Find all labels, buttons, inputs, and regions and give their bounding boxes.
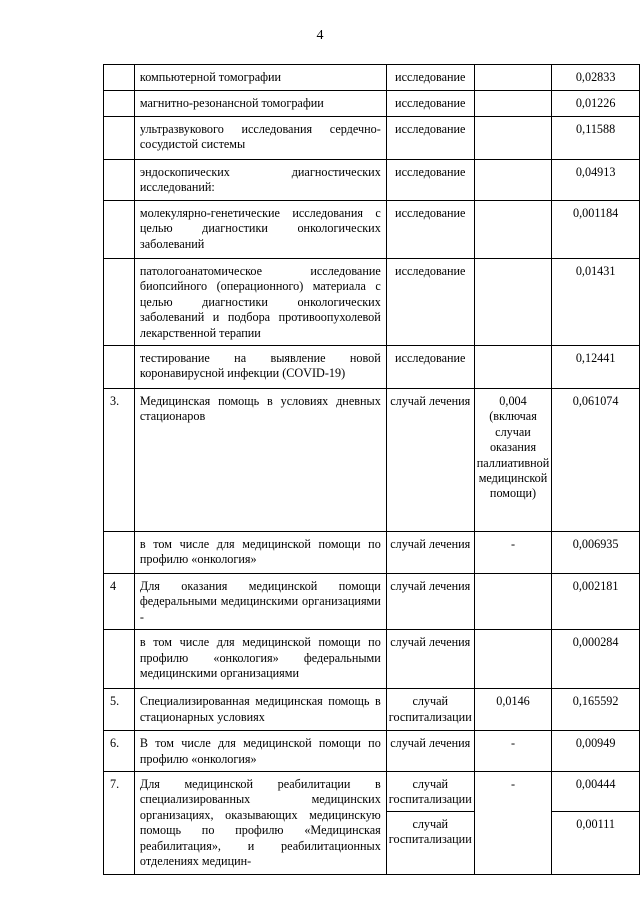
row-unit: исследование bbox=[386, 346, 474, 389]
row-description: Медицинская помощь в условиях дневных стационаров bbox=[134, 389, 386, 532]
row-number bbox=[104, 65, 135, 91]
row-number bbox=[104, 117, 135, 160]
row-value: 0,061074 bbox=[552, 389, 640, 532]
row-norm: 0,0146 bbox=[474, 689, 552, 731]
row-norm bbox=[474, 201, 552, 259]
row-norm bbox=[474, 160, 552, 201]
row-value: 0,00444 bbox=[575, 777, 616, 792]
row-number bbox=[104, 346, 135, 389]
row-number: 3. bbox=[104, 389, 135, 532]
row-unit: случай госпитализации bbox=[386, 689, 474, 731]
row-norm bbox=[474, 574, 552, 630]
row-norm bbox=[474, 65, 552, 91]
table-row bbox=[104, 630, 640, 689]
row-value: 0,01226 bbox=[552, 91, 640, 117]
row-value: 0,00949 bbox=[552, 731, 640, 772]
row-norm bbox=[474, 117, 552, 160]
row-number: 6. bbox=[104, 731, 135, 772]
row-norm: - bbox=[474, 532, 552, 574]
row-unit: случай лечения bbox=[386, 731, 474, 772]
row-unit: случай госпитализации bbox=[388, 777, 472, 807]
row-norm bbox=[474, 91, 552, 117]
table-row bbox=[104, 346, 640, 389]
row-number: 5. bbox=[104, 689, 135, 731]
row-unit: исследование bbox=[386, 160, 474, 201]
row-number bbox=[104, 630, 135, 689]
row-description: магнитно-резонансной томографии bbox=[134, 91, 386, 117]
row-description: в том числе для медицинской помощи по профилю «онкология» bbox=[134, 532, 386, 574]
row-value: 0,00111 bbox=[552, 811, 639, 836]
row-unit: исследование bbox=[386, 91, 474, 117]
table-row bbox=[104, 259, 640, 346]
row-value-group bbox=[552, 772, 640, 874]
row-value: 0,12441 bbox=[552, 346, 640, 389]
row-value: 0,006935 bbox=[552, 532, 640, 574]
row-unit: исследование bbox=[386, 259, 474, 346]
row-norm bbox=[474, 630, 552, 689]
table-row bbox=[104, 731, 640, 772]
row-unit: исследование bbox=[386, 201, 474, 259]
row-description: эндоскопических диагностических исследований: bbox=[134, 160, 386, 201]
row-description: ультразвукового исследования сердечно-сосудистой системы bbox=[134, 117, 386, 160]
row-unit: случай лечения bbox=[386, 574, 474, 630]
row-number bbox=[104, 160, 135, 201]
row-unit: случай госпитализации bbox=[387, 811, 474, 852]
table-row bbox=[104, 91, 640, 117]
row-description: тестирование на выявление новой коронавирусной инфекции (COVID-19) bbox=[134, 346, 386, 389]
row-norm bbox=[474, 346, 552, 389]
row-unit-group bbox=[386, 772, 474, 874]
row-value: 0,002181 bbox=[552, 574, 640, 630]
row-value: 0,165592 bbox=[552, 689, 640, 731]
row-description: Специализированная медицинская помощь в стационарных условиях bbox=[134, 689, 386, 731]
row-number: 7. bbox=[104, 772, 135, 874]
row-number bbox=[104, 91, 135, 117]
row-unit: исследование bbox=[386, 65, 474, 91]
row-number: 4 bbox=[104, 574, 135, 630]
table-row bbox=[104, 160, 640, 201]
table-row bbox=[104, 65, 640, 91]
row-norm: 0,004 (включая случаи оказания паллиативной медицинской помощи) bbox=[474, 389, 552, 532]
table-row bbox=[104, 532, 640, 574]
norms-table bbox=[103, 64, 640, 875]
row-description: молекулярно-генетические исследования с целью диагностики онкологических заболеваний bbox=[134, 201, 386, 259]
page-number: 4 bbox=[316, 28, 324, 43]
row-value: 0,02833 bbox=[552, 65, 640, 91]
row-number bbox=[104, 201, 135, 259]
table-row bbox=[104, 772, 640, 874]
row-value: 0,001184 bbox=[552, 201, 640, 259]
table-row bbox=[104, 201, 640, 259]
row-description: компьютерной томографии bbox=[134, 65, 386, 91]
row-number bbox=[104, 259, 135, 346]
row-norm bbox=[474, 259, 552, 346]
row-value: 0,01431 bbox=[552, 259, 640, 346]
row-number bbox=[104, 532, 135, 574]
row-description: патологоанатомическое исследование биопсийного (операционного) материала с целью диагностики онкологических заболеваний и подбора противоопухолевой лекарственной терапии bbox=[134, 259, 386, 346]
row-description: в том числе для медицинской помощи по профилю «онкология» федеральными медицинскими организациями bbox=[134, 630, 386, 689]
row-unit: случай лечения bbox=[386, 389, 474, 532]
table-row bbox=[104, 389, 640, 532]
row-description: Для оказания медицинской помощи федеральными медицинскими организациями - bbox=[134, 574, 386, 630]
row-value: 0,000284 bbox=[552, 630, 640, 689]
row-unit: случай лечения bbox=[386, 532, 474, 574]
table-row bbox=[104, 689, 640, 731]
table-row bbox=[104, 574, 640, 630]
row-value: 0,04913 bbox=[552, 160, 640, 201]
row-norm: - bbox=[474, 772, 552, 874]
table-row bbox=[104, 117, 640, 160]
row-description: Для медицинской реабилитации в специализированных медицинских организациях, оказывающих медицинскую помощь по профилю «Медицинская реабилитация», и реабилитационных отделениях медицин- bbox=[134, 772, 386, 874]
row-value: 0,11588 bbox=[552, 117, 640, 160]
row-norm: - bbox=[474, 731, 552, 772]
row-unit: исследование bbox=[386, 117, 474, 160]
row-description: В том числе для медицинской помощи по профилю «онкология» bbox=[134, 731, 386, 772]
row-unit: случай лечения bbox=[386, 630, 474, 689]
